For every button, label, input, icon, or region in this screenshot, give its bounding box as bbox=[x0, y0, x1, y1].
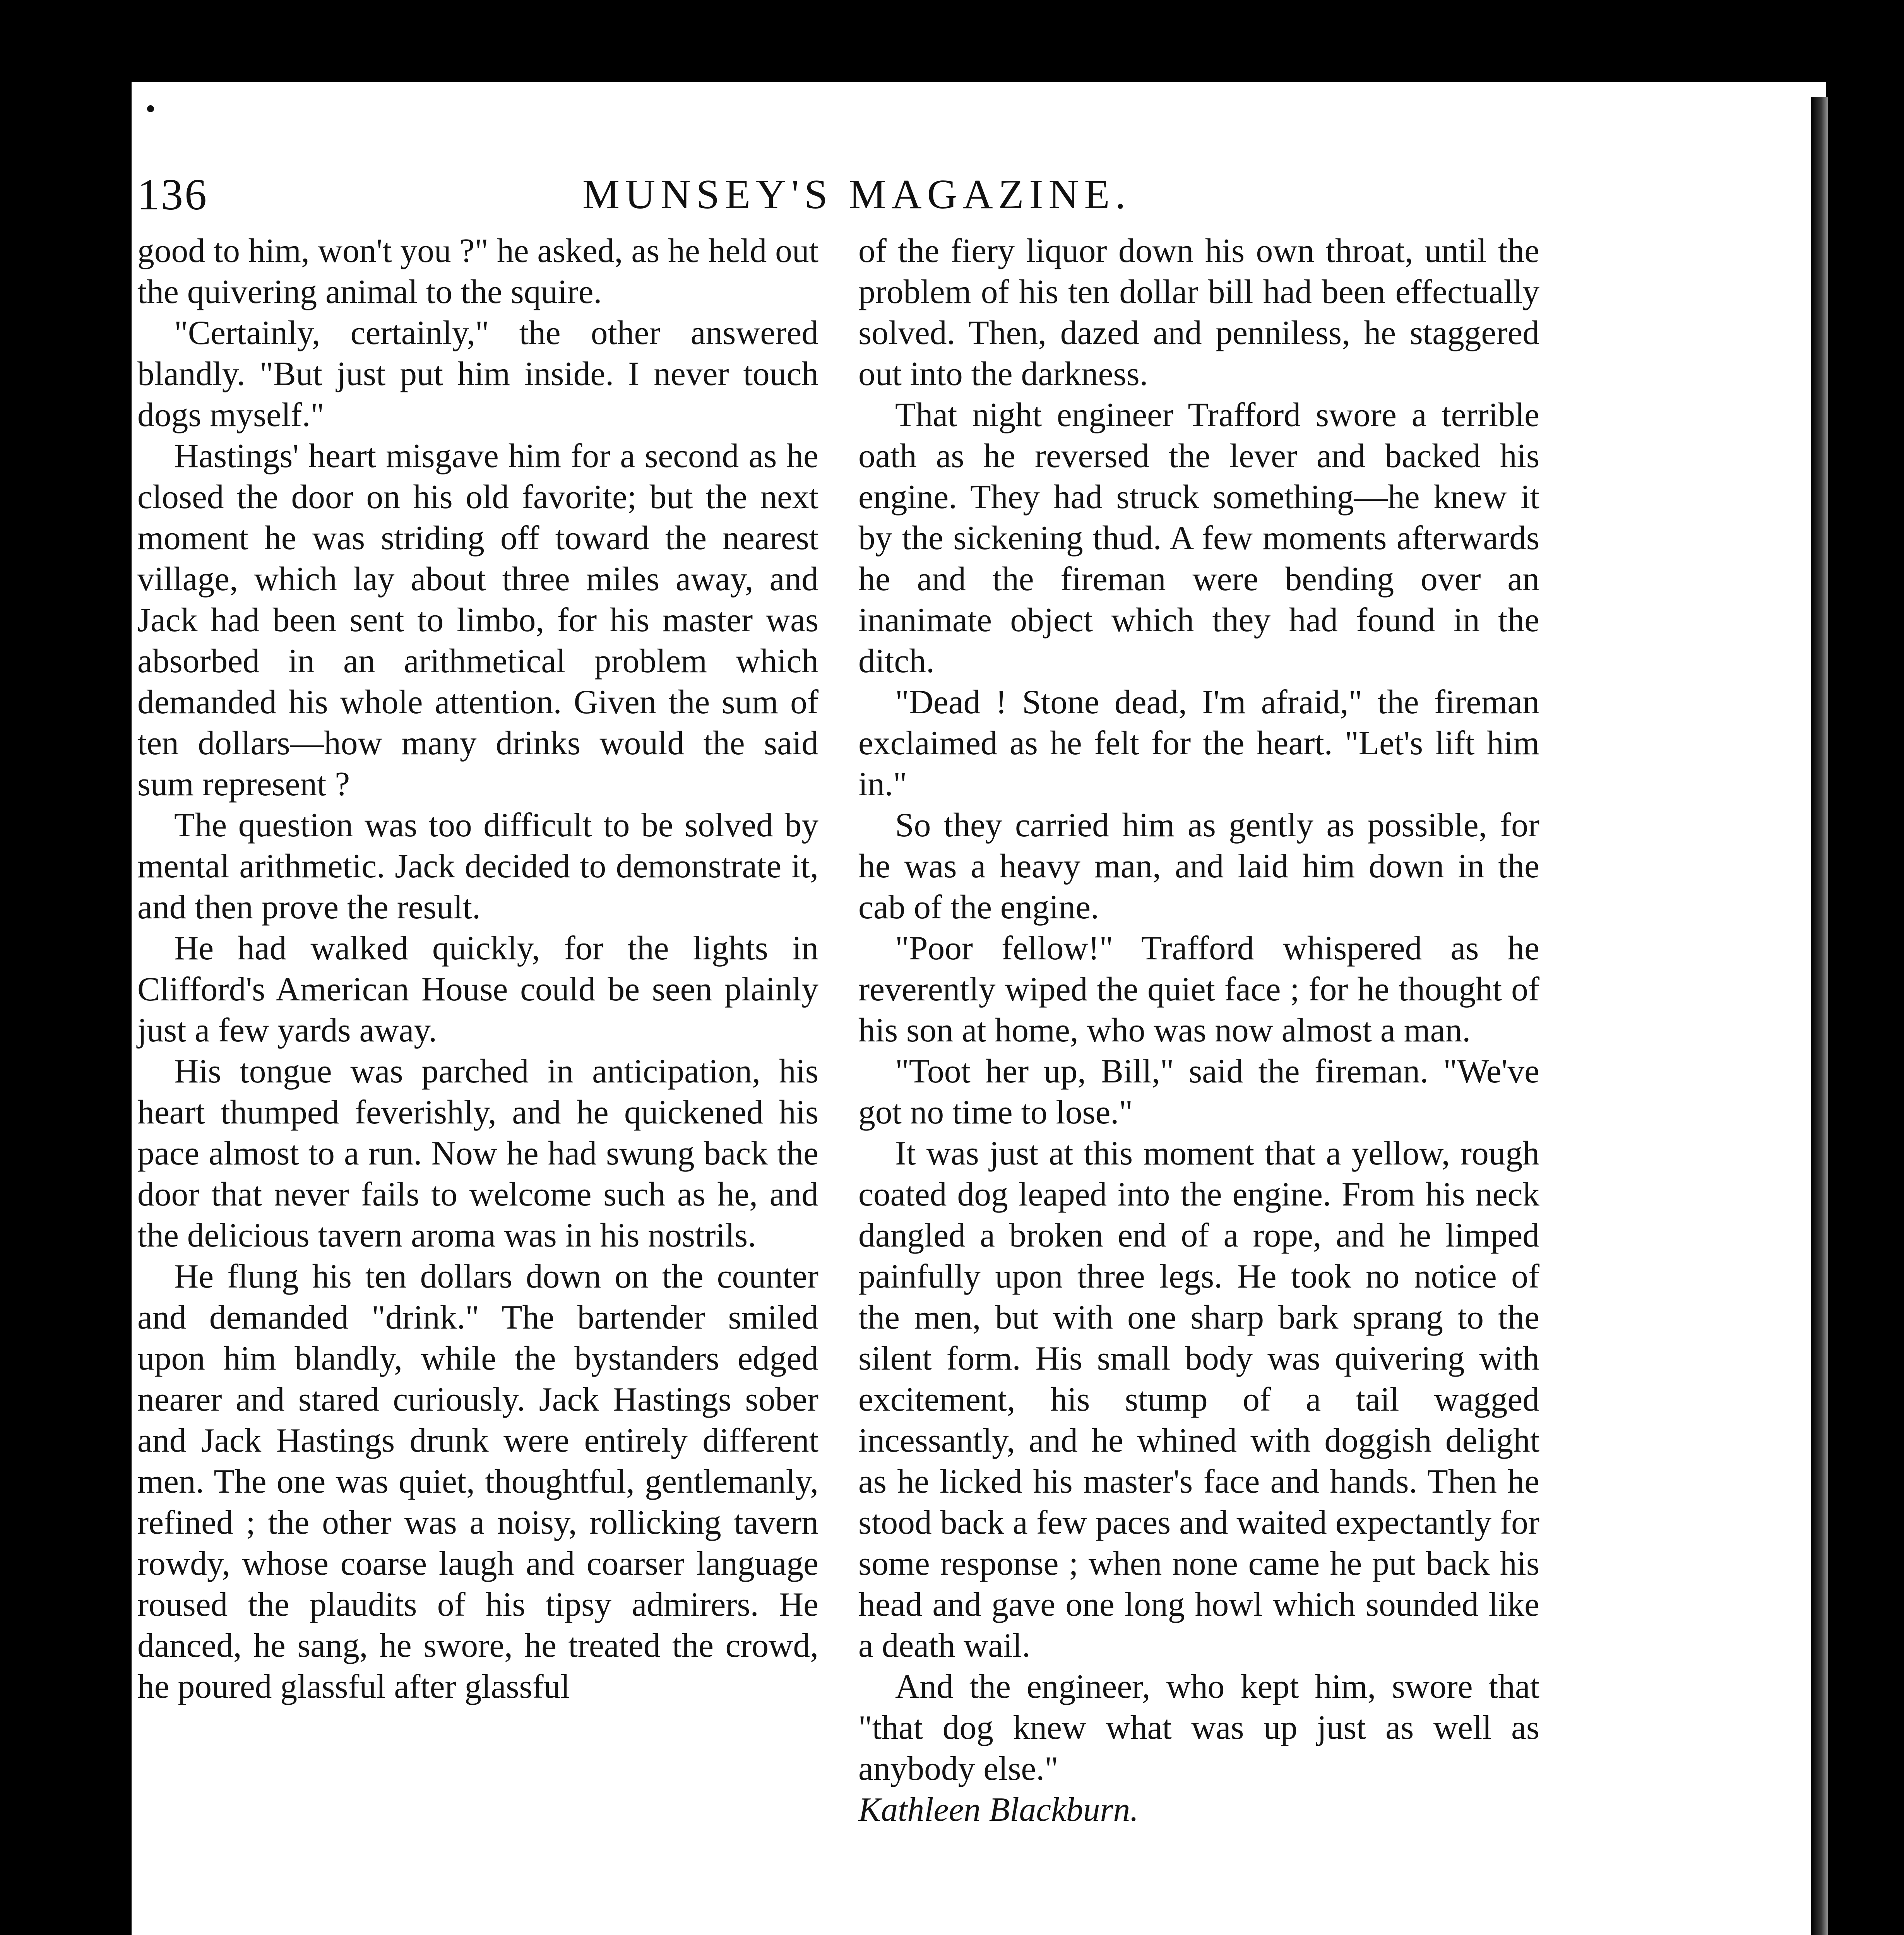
story-paragraph: He flung his ten dollars down on the counter and demanded "drink." The bartender smiled upon him blandly, while the bystanders edged nearer and stared curiously. Jack Hastings sober and Jack Hastings drunk were entirely different men. The one was quiet, thoughtful, gentlemanly, refined ; the other was a noisy, rollicking tavern rowdy, whose coarse laugh and coarser language roused the plaudits of his tipsy admirers. He danced, he sang, he swore, he treated the crowd, he poured glassful after glassful bbox=[137, 1257, 818, 1705]
story-paragraph: "Poor fellow!" Trafford whispered as he reverently wiped the quiet face ; for he thought of his son at home, who was now almost a man. bbox=[858, 929, 1539, 1049]
scan-speck bbox=[147, 105, 154, 112]
story-paragraph: "Toot her up, Bill," said the fireman. "We've got no time to lose." bbox=[858, 1052, 1539, 1131]
story-paragraph: "Dead ! Stone dead, I'm afraid," the fireman exclaimed as he felt for the heart. "Let's lift him in." bbox=[858, 683, 1539, 803]
story-paragraph: And the engineer, who kept him, swore that "that dog knew what was up just as well as anybody else." bbox=[858, 1668, 1539, 1787]
page-number: 136 bbox=[137, 170, 208, 219]
story-paragraph: good to him, won't you ?" he asked, as he held out the quivering animal to the squire. bbox=[137, 232, 818, 310]
story-paragraph: He had walked quickly, for the lights in Clifford's American House could be seen plainly just a few yards away. bbox=[137, 929, 818, 1049]
story-column-left bbox=[137, 230, 818, 1707]
story-paragraph: "Certainly, certainly," the other answered blandly. "But just put him inside. I never touch dogs myself." bbox=[137, 314, 818, 433]
story-paragraph: That night engineer Trafford swore a terrible oath as he reversed the lever and backed his engine. They had struck something—he knew it by the sickening thud. A few moments afterwards he and the fireman were bending over an inanimate object which they had found in the ditch. bbox=[858, 396, 1539, 680]
story-paragraph: So they carried him as gently as possible, for he was a heavy man, and laid him down in the cab of the engine. bbox=[858, 806, 1539, 926]
running-head bbox=[137, 162, 1562, 228]
page-gutter-shadow bbox=[1811, 97, 1828, 1935]
magazine-title: MUNSEY'S MAGAZINE. bbox=[582, 171, 1131, 217]
story-author: Kathleen Blackburn. bbox=[858, 1791, 1139, 1828]
story-paragraph: of the fiery liquor down his own throat, until the problem of his ten dollar bill had been effectually solved. Then, dazed and penniless, he staggered out into the darkness. bbox=[858, 232, 1539, 392]
story-paragraph: His tongue was parched in anticipation, his heart thumped feverishly, and he quickened his pace almost to a run. Now he had swung back the door that never fails to welcome such as he, and the delicious tavern aroma was in his nostrils. bbox=[137, 1052, 818, 1254]
story-paragraph: The question was too difficult to be solved by mental arithmetic. Jack decided to demonstrate it, and then prove the result. bbox=[137, 806, 818, 926]
story-paragraph: Hastings' heart misgave him for a second as he closed the door on his old favorite; but the next moment he was striding off toward the nearest village, which lay about three miles away, and Jack had been sent to limbo, for his master was absorbed in an arithmetical problem which demanded his whole attention. Given the sum of ten dollars—how many drinks would the said sum represent ? bbox=[137, 437, 818, 803]
story-column-right bbox=[858, 230, 1539, 1830]
story-paragraph: It was just at this moment that a yellow, rough coated dog leaped into the engine. From his neck dangled a broken end of a rope, and he limped painfully upon three legs. He took no notice of the men, but with one sharp bark sprang to the silent form. His small body was quivering with excitement, his stump of a tail wagged incessantly, and he whined with doggish delight as he licked his master's face and hands. Then he stood back a few paces and waited expectantly for some response ; when none came he put back his head and gave one long howl which sounded like a death wail. bbox=[858, 1134, 1539, 1664]
